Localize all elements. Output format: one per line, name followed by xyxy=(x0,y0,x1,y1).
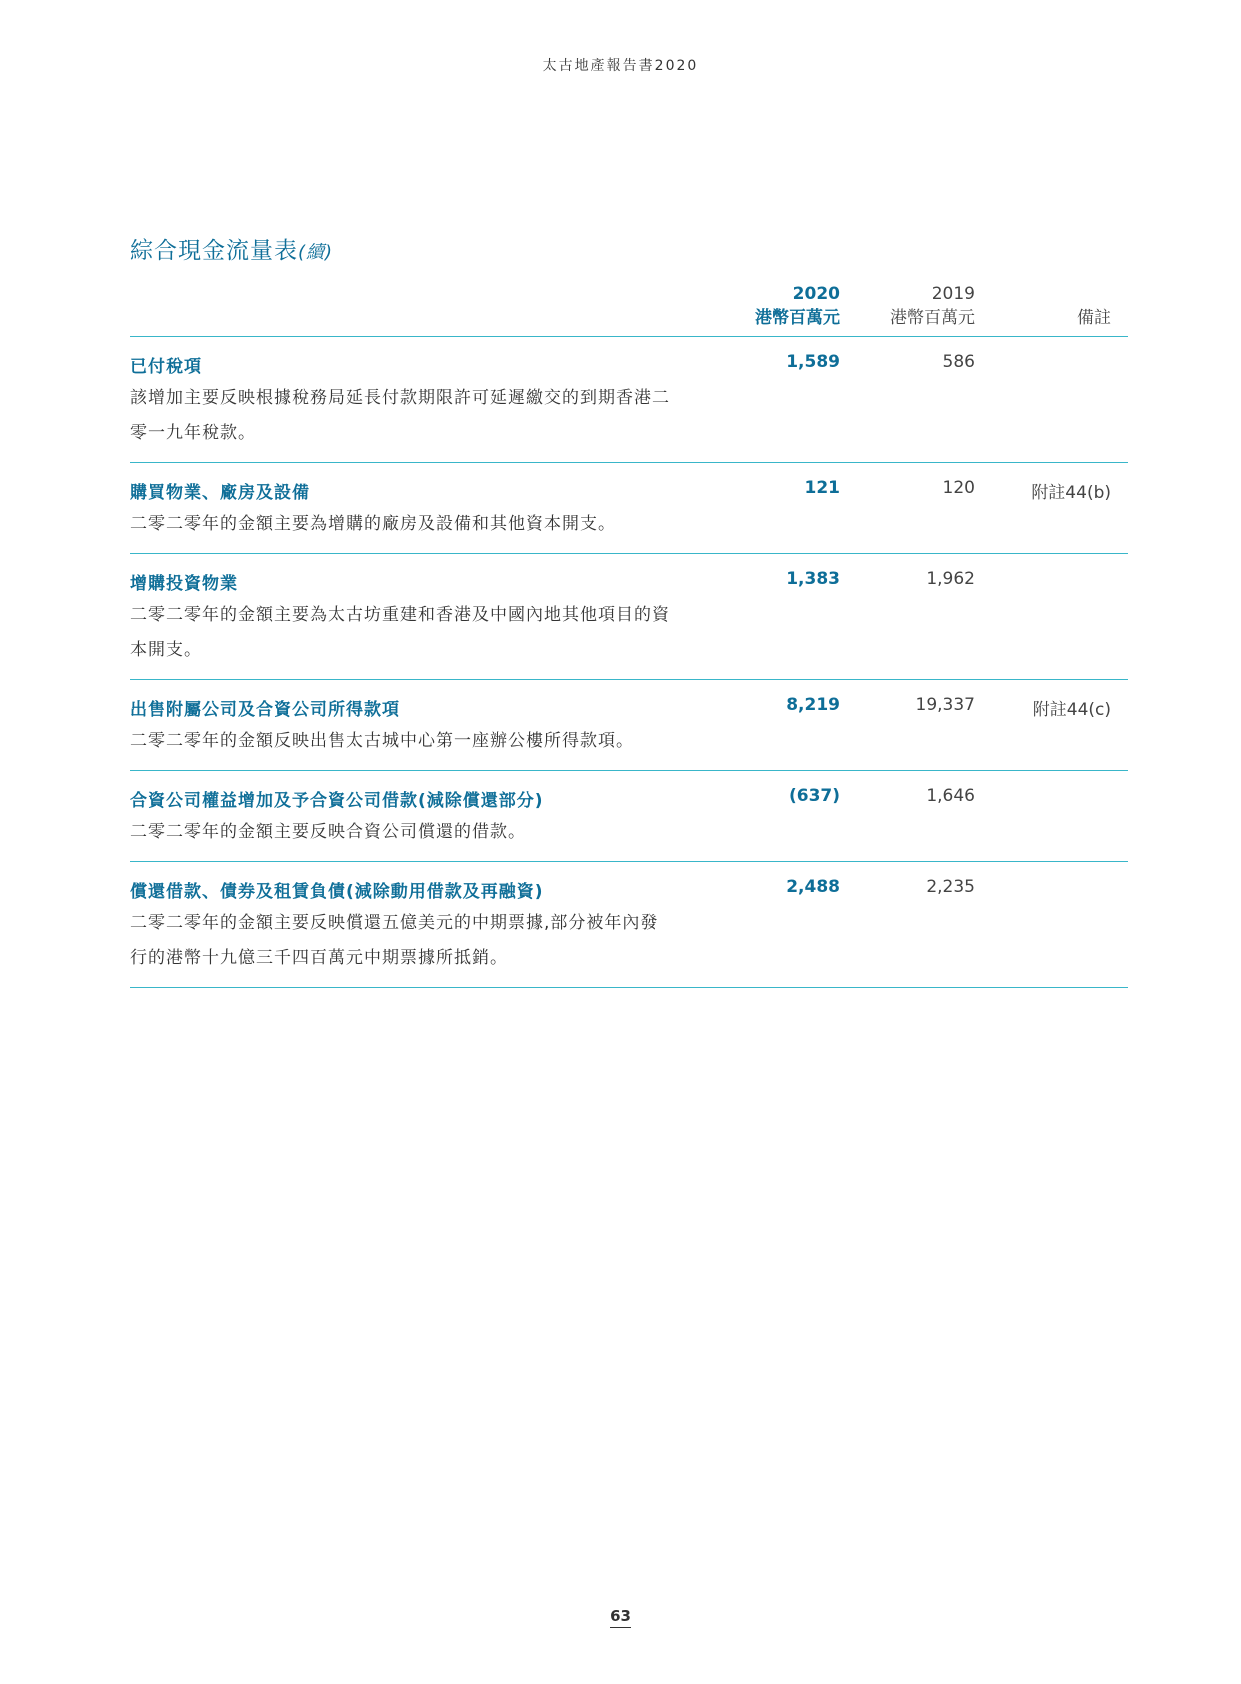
table-header xyxy=(130,282,1128,337)
column-2019 xyxy=(890,282,975,330)
page-title xyxy=(130,232,333,265)
row-label: 出售附屬公司及合資公司所得款項 xyxy=(130,700,400,720)
column-2020 xyxy=(755,282,840,330)
row-description: 二零二零年的金額主要反映合資公司償還的借款。 xyxy=(130,822,526,842)
row-label: 已付稅項 xyxy=(130,357,202,377)
row-value-2020: 121 xyxy=(804,478,840,498)
row-note: 附註44(c) xyxy=(1032,700,1111,720)
row-label: 購買物業、廠房及設備 xyxy=(130,483,310,503)
table-row xyxy=(130,463,1128,554)
row-label: 合資公司權益增加及予合資公司借款(減除償還部分) xyxy=(130,791,544,811)
row-description: 二零二零年的金額反映出售太古城中心第一座辦公樓所得款項。 xyxy=(130,731,634,751)
cash-flow-table xyxy=(130,282,1128,988)
row-value-2019: 1,646 xyxy=(926,786,975,806)
row-description: 該增加主要反映根據稅務局延長付款期限許可延遲繳交的到期香港二零一九年稅款。 xyxy=(130,388,670,443)
column-2020-unit: 港幣百萬元 xyxy=(755,308,840,328)
page-header: 太古地產報告書2020 xyxy=(542,58,699,74)
row-value-2020: 1,589 xyxy=(786,352,840,372)
row-value-2019: 586 xyxy=(942,352,975,372)
title-suffix: (續) xyxy=(298,242,334,263)
table-row xyxy=(130,771,1128,862)
page-number xyxy=(0,1607,1241,1625)
row-value-2020: 1,383 xyxy=(786,569,840,589)
row-value-2020: 8,219 xyxy=(786,695,840,715)
row-description: 二零二零年的金額主要反映償還五億美元的中期票據,部分被年內發行的港幣十九億三千四百萬元中期票據所抵銷。 xyxy=(130,913,659,968)
page-number-text: 63 xyxy=(610,1607,631,1628)
row-value-2019: 120 xyxy=(942,478,975,498)
column-note: 備註 xyxy=(1077,308,1111,328)
row-value-2019: 1,962 xyxy=(926,569,975,589)
row-value-2019: 19,337 xyxy=(915,695,975,715)
table-row xyxy=(130,337,1128,463)
row-value-2020: 2,488 xyxy=(786,877,840,897)
row-description: 二零二零年的金額主要為增購的廠房及設備和其他資本開支。 xyxy=(130,514,616,534)
column-2019-year: 2019 xyxy=(931,284,975,304)
row-label: 償還借款、債券及租賃負債(減除動用借款及再融資) xyxy=(130,882,544,902)
row-label: 增購投資物業 xyxy=(130,574,238,594)
row-description: 二零二零年的金額主要為太古坊重建和香港及中國內地其他項目的資本開支。 xyxy=(130,605,670,660)
column-2020-year: 2020 xyxy=(792,284,840,304)
row-value-2020: (637) xyxy=(788,786,840,806)
title-main: 綜合現金流量表 xyxy=(130,238,298,264)
row-note: 附註44(b) xyxy=(1031,483,1111,503)
table-row xyxy=(130,862,1128,988)
row-value-2019: 2,235 xyxy=(926,877,975,897)
column-2019-unit: 港幣百萬元 xyxy=(890,308,975,328)
table-row xyxy=(130,554,1128,680)
table-row xyxy=(130,680,1128,771)
